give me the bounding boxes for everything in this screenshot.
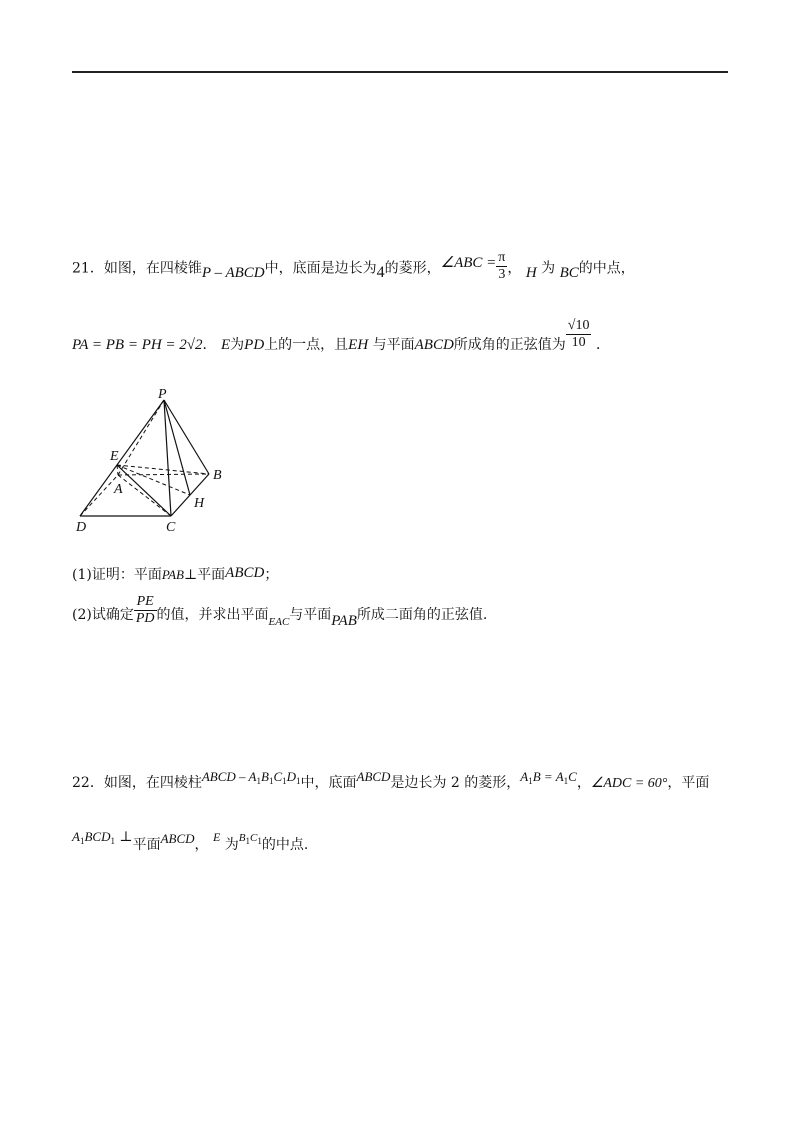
prism-part: ABCD – A <box>201 769 257 784</box>
q21-text: 的菱形， <box>384 260 441 277</box>
q22-text: ，平面 <box>667 775 710 791</box>
q21-line-2 <box>72 318 610 351</box>
plane-part: A <box>72 829 80 844</box>
subscript: 1 <box>268 776 274 786</box>
q21-part-1 <box>72 564 278 584</box>
q21-text: ． <box>202 336 217 353</box>
q22-intro: 22．如图，在四棱柱 <box>72 775 202 791</box>
pyramid-figure <box>70 385 240 535</box>
subscript: 1 <box>256 776 261 786</box>
frac-den: PD <box>135 611 155 626</box>
segment-eb <box>117 465 209 474</box>
q21-intro: 21．如图，在四棱锥 <box>72 260 202 277</box>
part1-text: ⊥平面 <box>184 567 226 583</box>
label-a: A <box>114 482 123 497</box>
label-h: H <box>194 496 205 511</box>
q21-part-2 <box>72 594 487 627</box>
part2-text: 与平面 <box>289 606 332 623</box>
plane-pab: PAB <box>331 612 357 629</box>
q21-text: 上的一点，且 <box>264 336 349 353</box>
seg-part: B <box>238 832 246 844</box>
plane-part: BCD <box>84 829 111 844</box>
q21-text: 与平面 <box>372 336 415 353</box>
header-rule <box>72 71 728 73</box>
label-b: B <box>213 468 222 483</box>
subscript: 1 <box>296 776 301 786</box>
edge-pb <box>164 400 209 474</box>
frac-den: 10 <box>566 334 592 351</box>
part2-text: (2)试确定 <box>72 606 134 623</box>
q22-text: 平面 <box>132 837 161 853</box>
q21-line-1 <box>72 252 635 285</box>
point-e: E <box>212 830 221 844</box>
eq-part: B = A <box>532 769 564 784</box>
angle-abc: ∠ABC = <box>440 254 497 271</box>
subscript: 1 <box>257 836 262 846</box>
part1-text: ； <box>264 567 279 583</box>
q22-text: 为 <box>224 837 239 853</box>
segment-ec <box>117 465 171 516</box>
edge-pa <box>118 400 164 475</box>
subscript: 1 <box>79 836 85 846</box>
label-d: D <box>76 520 87 535</box>
segment-ac <box>118 475 171 516</box>
q22-text: 是边长为 2 的菱形， <box>390 775 521 791</box>
prism-part: B <box>260 769 269 784</box>
plane-abcd: ABCD <box>225 565 265 581</box>
q22-text: 的中点. <box>261 837 309 853</box>
q22-line-1 <box>72 766 710 791</box>
prism-name <box>202 769 301 784</box>
prism-part: C <box>273 769 283 784</box>
label-p: P <box>158 387 167 402</box>
q21-text: 为 <box>230 336 245 353</box>
side-length: 4 <box>376 263 385 281</box>
segment-bc: BC <box>559 264 579 281</box>
q21-text: 的中点， <box>578 260 635 277</box>
base-abcd: ABCD <box>356 769 391 784</box>
edge-pd <box>80 400 164 516</box>
pe-over-pd <box>134 594 157 627</box>
q21-text: 所成角的正弦值为 <box>453 336 566 353</box>
angle-adc: ∠ADC = 60° <box>590 776 668 791</box>
edge-ab <box>118 474 209 475</box>
subscript: 1 <box>563 776 569 786</box>
q21-text: 中，底面是边长为 <box>264 260 377 277</box>
q21-text: 为 <box>541 260 556 277</box>
q22-line-2 <box>72 826 309 853</box>
frac-num: PE <box>136 594 154 609</box>
pi-over-3 <box>496 250 507 283</box>
part2-text: 所成二面角的正弦值. <box>356 606 488 623</box>
subscript: 1 <box>282 776 287 786</box>
equal-lengths: PA = PB = PH = 2√2 <box>72 336 203 353</box>
plane-abcd: ABCD <box>160 831 195 846</box>
q22-text: ， <box>194 837 209 853</box>
plane-a1bcd1 <box>72 829 115 844</box>
pyramid-name: P – ABCD <box>201 264 265 281</box>
seg-part: C <box>250 832 258 844</box>
edge-ph <box>164 400 190 495</box>
label-c: C <box>166 520 176 535</box>
frac-num: √10 <box>567 318 590 333</box>
part1-text: (1)证明：平面 <box>72 567 162 583</box>
sqrt10-over-10 <box>566 318 592 351</box>
equal-a1b-a1c <box>520 769 577 784</box>
edge-pc <box>164 400 171 516</box>
label-e: E <box>110 449 119 464</box>
q22-text: 中，底面 <box>300 775 357 791</box>
prism-part: D <box>286 769 296 784</box>
edge-da <box>80 475 118 516</box>
q21-text: ， <box>507 260 522 277</box>
plane-eac: EAC <box>268 615 290 628</box>
eq-part: C <box>568 769 577 784</box>
subscript: 1 <box>110 836 115 846</box>
subscript: 1 <box>528 776 533 786</box>
q21-text: ． <box>595 336 610 353</box>
q22-text: ， <box>576 775 591 791</box>
frac-num: π <box>498 250 506 265</box>
point-e: E <box>221 336 231 353</box>
plane-pab: PAB <box>161 567 184 582</box>
segment-eh <box>117 465 190 495</box>
plane-abcd: ABCD <box>414 336 454 353</box>
point-h: H <box>525 264 537 281</box>
segment-b1c1 <box>239 832 262 844</box>
subscript: 1 <box>245 836 251 846</box>
part2-text: 的值，并求出平面 <box>156 606 269 623</box>
eq-part: A <box>520 769 529 784</box>
segment-eh: EH <box>348 336 369 353</box>
segment-pd: PD <box>244 336 265 353</box>
frac-den: 3 <box>496 266 507 283</box>
perp-symbol: ⊥ <box>114 829 133 845</box>
